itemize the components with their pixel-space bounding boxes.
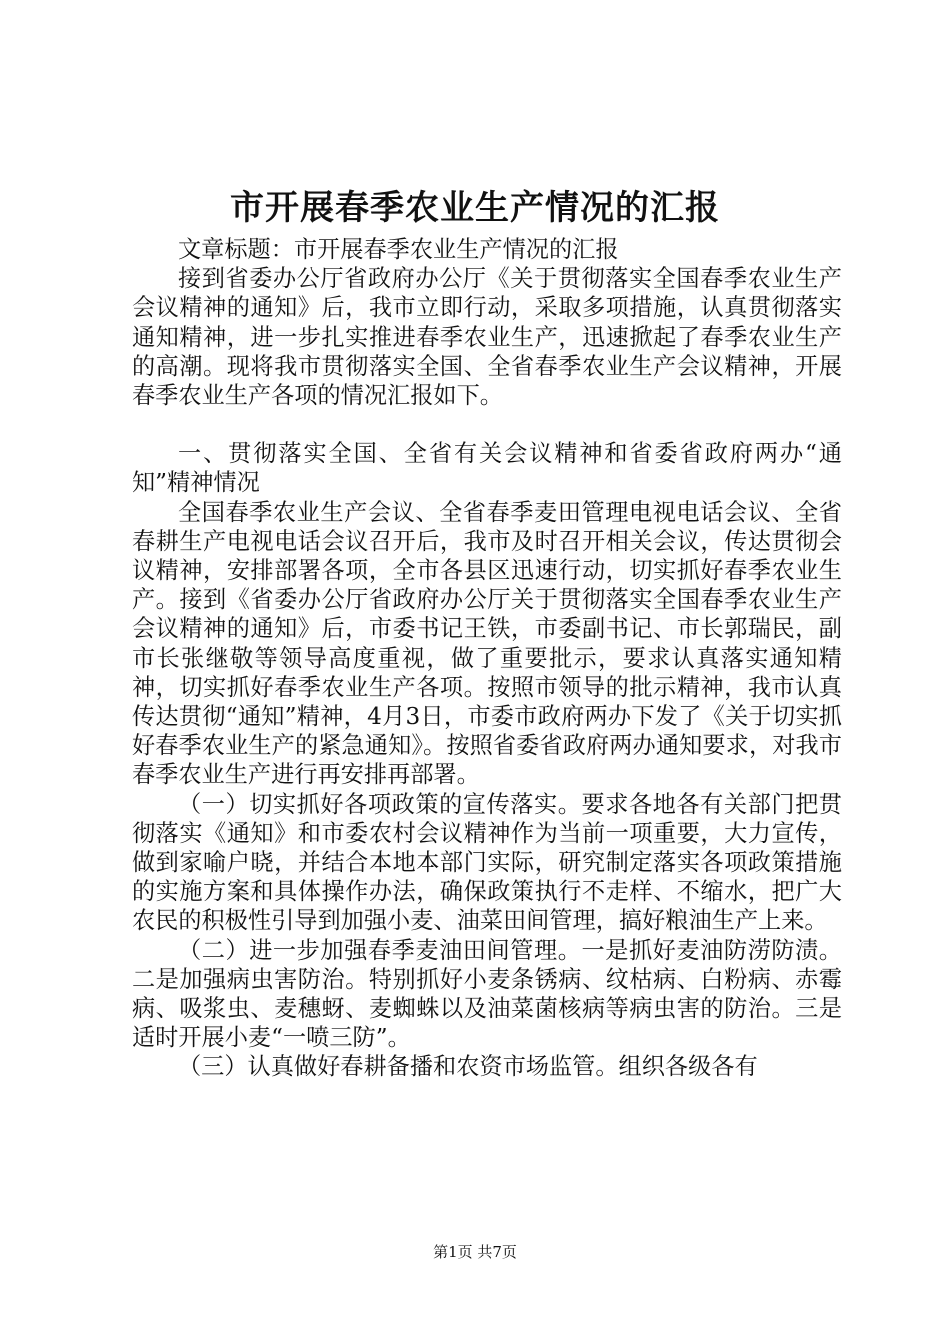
subsection-2-paragraph: （二）进一步加强春季麦油田间管理。一是抓好麦油防涝防渍。二是加强病虫害防治。特别抓好小麦条锈病、纹枯病、白粉病、赤霉病、吸浆虫、麦穗蚜、麦蜘蛛以及油菜菌核病等病虫害的防治。三是适时开展小麦“一喷三防”。 — [132, 936, 842, 1052]
document-body — [132, 235, 842, 1082]
page-number-footer: 第1页 共7页 — [433, 1243, 517, 1261]
section-heading-1: 一、贯彻落实全国、全省有关会议精神和省委省政府两办“通知”精神情况 — [132, 440, 842, 497]
body-paragraph: 全国春季农业生产会议、全省春季麦田管理电视电话会议、全省春耕生产电视电话会议召开后，我市及时召开相关会议，传达贯彻会议精神，安排部署各项，全市各县区迅速行动，切实抓好春季农业生产。接到《省委办公厅省政府办公厅关于贯彻落实全国春季农业生产会议精神的通知》后，市委书记王铁，市委副书记、市长郭瑞民，副市长张继敬等领导高度重视，做了重要批示，要求认真落实通知精神，切实抓好春季农业生产各项。按照市领导的批示精神，我市认真传达贯彻“通知”精神，4月3日，市委市政府两办下发了《关于切实抓好春季农业生产的紧急通知》。按照省委省政府两办通知要求，对我市春季农业生产进行再安排再部署。 — [132, 498, 842, 789]
subsection-3-paragraph: （三）认真做好春耕备播和农资市场监管。组织各级各有 — [178, 1053, 758, 1081]
subsection-1-paragraph: （一）切实抓好各项政策的宣传落实。要求各地各有关部门把贯彻落实《通知》和市委农村会议精神作为当前一项重要，大力宣传，做到家喻户晓，并结合本地本部门实际，研究制定落实各项政策措施的实施方案和具体操作办法，确保政策执行不走样、不缩水，把广大农民的积极性引导到加强小麦、油菜田间管理，搞好粮油生产上来。 — [132, 790, 842, 935]
article-title-line: 文章标题：市开展春季农业生产情况的汇报 — [178, 236, 619, 263]
document-title: 市开展春季农业生产情况的汇报 — [230, 188, 720, 228]
intro-paragraph: 接到省委办公厅省政府办公厅《关于贯彻落实全国春季农业生产会议精神的通知》后，我市立即行动，采取多项措施，认真贯彻落实通知精神，进一步扎实推进春季农业生产，迅速掀起了春季农业生产的高潮。现将我市贯彻落实全国、全省春季农业生产会议精神，开展春季农业生产各项的情况汇报如下。 — [132, 265, 842, 410]
